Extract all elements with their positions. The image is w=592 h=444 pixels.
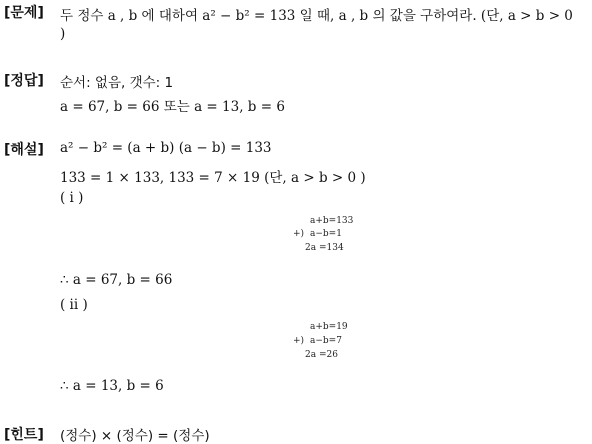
problem-label: [문제] [4,5,44,21]
problem-text: 두 정수 a , b 에 대하여 a² − b² = 133 일 때, a , b 의 값을 구하여라. (단, a > b > 0 [60,8,573,24]
case1-calc-row2: a−b=1 [310,229,342,239]
case1-result: ∴ a = 67, b = 66 [60,272,173,288]
case1-calc-row3: 2a =134 [305,243,344,253]
case2-calc-row2: a−b=7 [310,336,342,346]
case1-calc-row1: a+b=133 [310,216,354,226]
answer-order-count: 순서: 없음, 갯수: 1 [60,75,174,91]
case2-calc-plus-sign: +) [293,336,305,346]
problem-text-continuation: ) [60,26,66,42]
solution-label: [해설] [4,142,44,158]
hint-text: (정수) × (정수) = (정수) [60,428,210,444]
solution-factorization: a² − b² = (a + b) (a − b) = 133 [60,140,272,156]
hint-label: [힌트] [4,427,44,443]
case1-label: ( i ) [60,190,84,206]
case2-calc-row3: 2a =26 [305,350,338,360]
case2-label: ( ii ) [60,297,88,313]
case2-result: ∴ a = 13, b = 6 [60,378,164,394]
answer-values: a = 67, b = 66 또는 a = 13, b = 6 [60,99,285,115]
case1-calc-plus-sign: +) [293,229,305,239]
answer-label: [정답] [4,73,44,89]
solution-factor-pairs: 133 = 1 × 133, 133 = 7 × 19 (단, a > b > 0 ) [60,170,366,186]
case2-calc-row1: a+b=19 [310,322,348,332]
